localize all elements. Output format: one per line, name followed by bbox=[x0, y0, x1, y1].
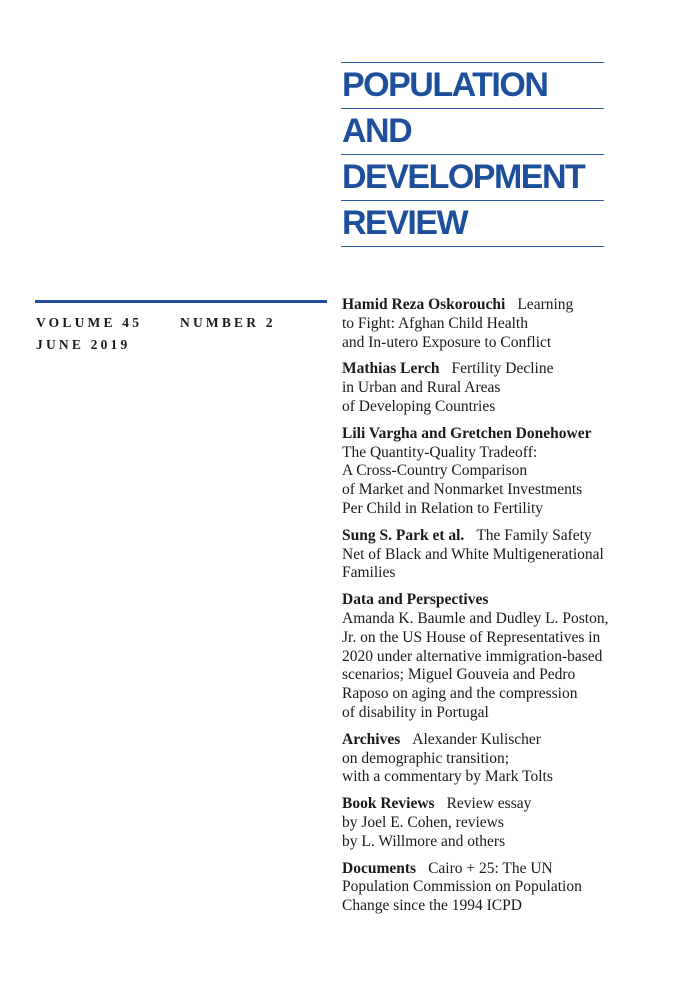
contents-entry bbox=[342, 591, 662, 723]
entry-title-line: Families bbox=[342, 564, 396, 582]
entry-title-line: of disability in Portugal bbox=[342, 703, 489, 721]
entry-title-line: by L. Willmore and others bbox=[342, 832, 506, 850]
entry-title: Fertility Decline bbox=[451, 360, 554, 378]
entry-title-line: Net of Black and White Multigenerational bbox=[342, 545, 604, 563]
entry-title-line: Amanda K. Baumle and Dudley L. Poston, bbox=[342, 609, 609, 627]
contents-entry bbox=[342, 296, 662, 352]
entry-title: The Family Safety bbox=[476, 526, 592, 544]
volume-label: VOLUME 45 bbox=[36, 315, 143, 330]
entry-title: Alexander Kulischer bbox=[412, 730, 541, 748]
journal-title bbox=[341, 62, 604, 247]
title-line: POPULATION bbox=[341, 62, 604, 108]
entry-title-line: scenarios; Miguel Gouveia and Pedro bbox=[342, 666, 576, 684]
entry-author: Hamid Reza Oskorouchi bbox=[342, 296, 506, 313]
entry-title-line: of Developing Countries bbox=[342, 397, 496, 415]
contents-entry bbox=[342, 527, 662, 583]
entry-section: Book Reviews bbox=[342, 795, 435, 813]
contents-entry bbox=[342, 425, 662, 519]
issue-info bbox=[36, 312, 276, 356]
entry-title-line: by Joel E. Cohen, reviews bbox=[342, 813, 504, 831]
entry-title: Cairo + 25: The UN bbox=[428, 859, 553, 877]
table-of-contents bbox=[342, 296, 662, 924]
entry-title-line: Jr. on the US House of Representatives in bbox=[342, 628, 601, 646]
entry-title-line: to Fight: Afghan Child Health bbox=[342, 314, 528, 332]
entry-title-line: 2020 under alternative immigration-based bbox=[342, 647, 603, 665]
entry-title-line: of Market and Nonmarket Investments bbox=[342, 481, 583, 499]
entry-author: Lili Vargha and Gretchen Donehower bbox=[342, 424, 592, 442]
title-line: AND bbox=[341, 108, 604, 154]
entry-title-line: Population Commission on Population bbox=[342, 878, 582, 896]
entry-title-line: The Quantity-Quality Tradeoff: bbox=[342, 443, 538, 461]
contents-entry bbox=[342, 731, 662, 787]
entry-title-line: and In-utero Exposure to Conflict bbox=[342, 333, 552, 351]
title-line: DEVELOPMENT bbox=[341, 154, 604, 200]
entry-section: Documents bbox=[342, 859, 417, 877]
entry-title-line: Per Child in Relation to Fertility bbox=[342, 499, 544, 517]
entry-title-line: Change since the 1994 ICPD bbox=[342, 897, 522, 915]
entry-title-line: on demographic transition; bbox=[342, 749, 510, 767]
contents-entry bbox=[342, 795, 662, 851]
entry-author: Sung S. Park et al. bbox=[342, 526, 465, 544]
entry-title: Review essay bbox=[446, 795, 532, 813]
entry-author: Mathias Lerch bbox=[342, 360, 440, 378]
entry-title-line: in Urban and Rural Areas bbox=[342, 379, 501, 397]
entry-title: Learning bbox=[517, 296, 574, 313]
issue-date: JUNE 2019 bbox=[36, 337, 131, 352]
entry-title-line: A Cross-Country Comparison bbox=[342, 462, 528, 480]
number-label: NUMBER 2 bbox=[180, 315, 276, 330]
entry-section: Archives bbox=[342, 730, 401, 748]
entry-section: Data and Perspectives bbox=[342, 591, 489, 609]
title-line: REVIEW bbox=[341, 200, 604, 247]
contents-entry bbox=[342, 860, 662, 916]
section-divider bbox=[35, 300, 327, 303]
entry-title-line: Raposo on aging and the compression bbox=[342, 685, 578, 703]
contents-entry bbox=[342, 360, 662, 416]
entry-title-line: with a commentary by Mark Tolts bbox=[342, 768, 553, 786]
